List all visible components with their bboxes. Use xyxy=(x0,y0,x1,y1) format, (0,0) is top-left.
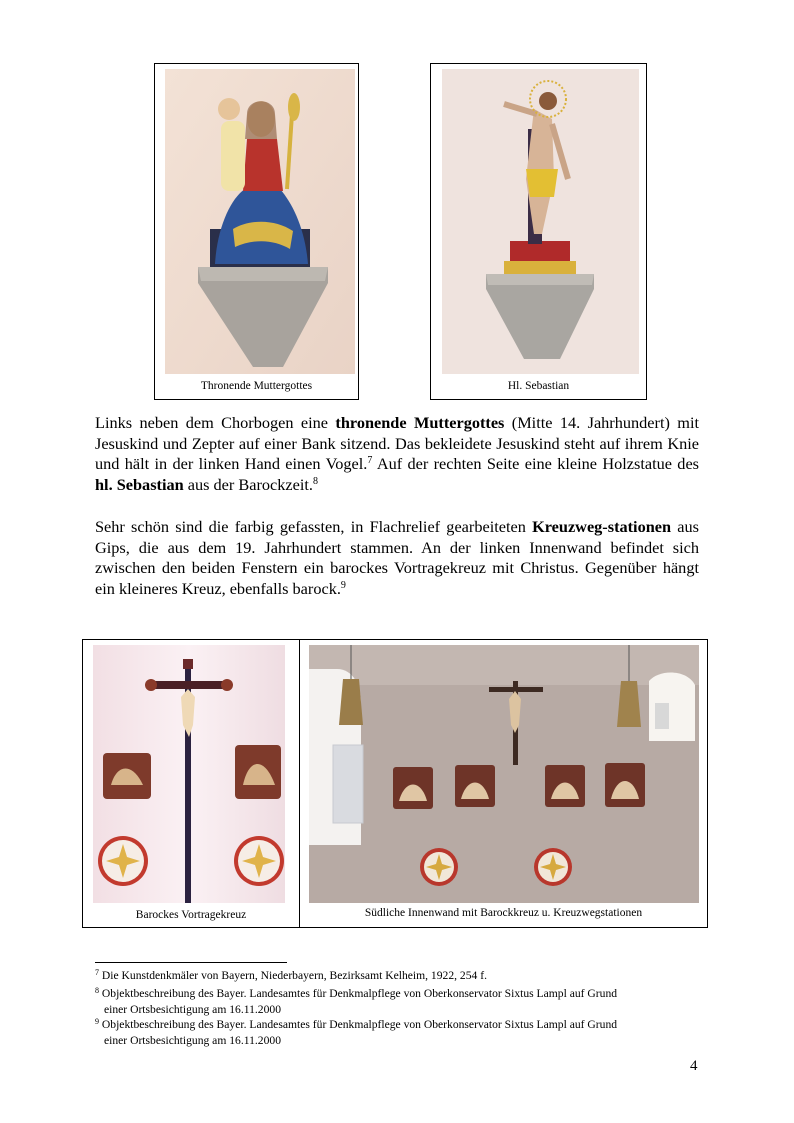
p1-text-3: Auf der rechten Seite eine kleine Holzstatue des xyxy=(372,454,700,473)
paragraph-2 xyxy=(95,517,699,599)
footnote-separator xyxy=(95,962,287,963)
p1-bold-sebastian: hl. Sebastian xyxy=(95,474,184,494)
paragraph-1 xyxy=(95,413,699,495)
p1-text-1: Links neben dem Chorbogen eine xyxy=(95,413,336,432)
figure-madonna xyxy=(154,63,359,400)
footnote-9-number: 9 xyxy=(95,1017,99,1026)
madonna-photo xyxy=(165,69,355,374)
footnote-8-text-cont: einer Ortsbesichtigung am 16.11.2000 xyxy=(104,1002,281,1016)
footnote-7-text: Die Kunstdenkmäler von Bayern, Niederbayern, Bezirksamt Kelheim, 1922, 254 f. xyxy=(101,969,487,982)
madonna-caption: Thronende Muttergottes xyxy=(200,380,313,392)
sebastian-photo xyxy=(442,69,639,374)
footnote-9 xyxy=(95,1017,715,1048)
page-number: 4 xyxy=(690,1058,698,1074)
p1-bold-madonna: thronende Muttergottes xyxy=(335,413,505,432)
figure-cross xyxy=(82,639,300,928)
footnote-7-number: 7 xyxy=(95,968,99,977)
footnote-ref-8[interactable]: 8 xyxy=(312,475,318,487)
p1-text-2: (Mitte 14. Jahrhundert) mit Jesuskind und Zepter auf einer Bank sitzend. Das bekleidete Jesuskind steht auf ihrem Knie und hält in der linken Hand einen Vogel. xyxy=(95,413,699,473)
footnote-8 xyxy=(95,986,715,1017)
sebastian-caption: Hl. Sebastian xyxy=(507,380,570,392)
footnote-8-number: 8 xyxy=(95,986,99,995)
p1-text-4: aus der Barockzeit. xyxy=(183,474,313,494)
p2-text-2: aus Gips, die aus dem 19. Jahrhundert stammen. An der linken Innenwand befindet sich zwischen den beiden Fenstern ein barockes Vortragekreuz mit Christus. Gegenüber hängt ein kleineres Kreuz, ebenfalls barock. xyxy=(95,517,699,598)
figure-sebastian xyxy=(430,63,647,400)
footnote-ref-7[interactable]: 7 xyxy=(367,455,373,466)
figure-south-wall xyxy=(299,639,708,928)
south-wall-photo xyxy=(309,645,699,903)
cross-photo xyxy=(93,645,285,903)
footnote-8-text: Objektbeschreibung des Bayer. Landesamtes für Denkmalpflege von Oberkonservator Sixtus Lampl auf Grund xyxy=(101,987,618,1000)
south-wall-caption: Südliche Innenwand mit Barockkreuz u. Kreuzwegstationen xyxy=(364,907,643,919)
p2-bold-kreuzweg: Kreuzweg-stationen xyxy=(532,517,672,536)
footnote-7 xyxy=(95,968,715,984)
footnote-9-text-cont: einer Ortsbesichtigung am 16.11.2000 xyxy=(104,1033,281,1047)
footnote-ref-9[interactable]: 9 xyxy=(340,579,346,591)
p2-text-1: Sehr schön sind die farbig gefassten, in Flachrelief gearbeiteten xyxy=(95,517,533,536)
cross-caption: Barockes Vortragekreuz xyxy=(135,909,247,921)
footnote-9-text: Objektbeschreibung des Bayer. Landesamtes für Denkmalpflege von Oberkonservator Sixtus Lampl auf Grund xyxy=(101,1018,618,1031)
